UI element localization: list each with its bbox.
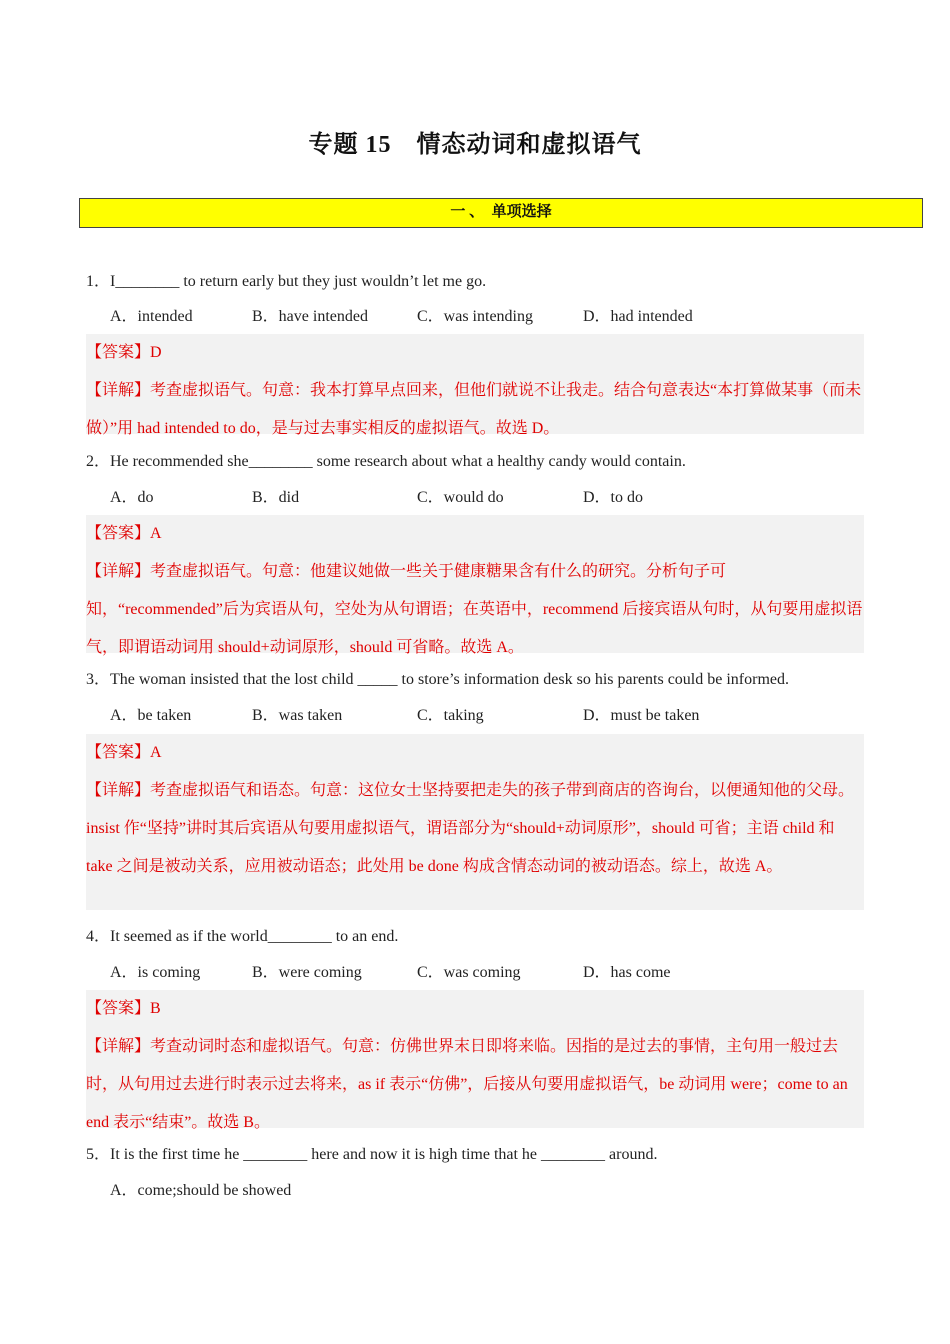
option-b: B．was taken	[252, 707, 343, 724]
option-c: C．would do	[417, 489, 504, 506]
answer-label: 【答案】A	[86, 525, 162, 542]
option-a: A．come;should be showed	[110, 1182, 292, 1199]
answer-box	[86, 515, 864, 656]
answer-box	[86, 334, 864, 437]
answer-label: 【答案】D	[86, 344, 162, 361]
question-options	[110, 484, 870, 508]
option-b: B．did	[252, 489, 300, 506]
option-c: C．was coming	[417, 964, 521, 981]
option-d: D．must be taken	[583, 707, 700, 724]
question-options	[110, 1177, 870, 1201]
option-c: C．taking	[417, 707, 484, 724]
question-options	[110, 303, 870, 327]
answer-detail: 【详解】考查动词时态和虚拟语气。句意：仿佛世界末日即将来临。因指的是过去的事情，主句用一般过去时，从句用过去进行时表示过去将来，as if 表示“仿佛”，后接从句要用虚拟语气，be 动词用 were；come to an end 表示“结束”。故选 B。	[86, 1038, 848, 1131]
question-stem: 4．It seemed as if the world________ to an end.	[86, 928, 399, 945]
question-stem: 1．I________ to return early but they just wouldn’t let me go.	[86, 273, 487, 290]
answer-detail: 【详解】考查虚拟语气和语态。句意：这位女士坚持要把走失的孩子带到商店的咨询台，以便通知他的父母。insist 作“坚持”讲时其后宾语从句要用虚拟语气，谓语部分为“should+动词原形”，should 可省；主语 child 和 take 之间是被动关系，应用被动语态；此处用 be done 构成含情态动词的被动语态。综上，故选 A。	[86, 782, 855, 875]
question-stem: 2．He recommended she________ some research about what a healthy candy would contain.	[86, 453, 686, 470]
page-title: 专题 15 情态动词和虚拟语气	[308, 132, 642, 158]
option-d: D．to do	[583, 489, 644, 506]
question-stem: 5．It is the first time he ________ here and now it is high time that he ________ around.	[86, 1146, 658, 1163]
option-c: C．was intending	[417, 308, 533, 325]
option-a: A．intended	[110, 308, 193, 325]
answer-label: 【答案】A	[86, 744, 162, 761]
answer-detail: 【详解】考查虚拟语气。句意：我本打算早点回来，但他们就说不让我走。结合句意表达“本打算做某事（而未做）”用 had intended to do，是与过去事实相反的虚拟语气。故选 D。	[86, 382, 862, 437]
question-options	[110, 702, 870, 726]
answer-detail: 【详解】考查虚拟语气。句意：他建议她做一些关于健康糖果含有什么的研究。分析句子可知，“recommended”后为宾语从句，空处为从句谓语；在英语中，recommend 后接宾语从句时，从句要用虚拟语气，即谓语动词用 should+动词原形，should 可省略。故选 A。	[86, 563, 863, 656]
question-options	[110, 959, 870, 983]
question-stem: 3．The woman insisted that the lost child _____ to store’s information desk so his parents could be informed.	[86, 671, 789, 688]
answer-box	[86, 990, 864, 1131]
option-d: D．had intended	[583, 308, 693, 325]
option-b: B．were coming	[252, 964, 362, 981]
option-a: A．is coming	[110, 964, 201, 981]
answer-label: 【答案】B	[86, 1000, 161, 1017]
option-b: B．have intended	[252, 308, 368, 325]
section-header: 一 、 单项选择	[79, 198, 923, 228]
answer-box	[86, 734, 864, 910]
option-a: A．be taken	[110, 707, 192, 724]
option-d: D．has come	[583, 964, 671, 981]
option-a: A．do	[110, 489, 154, 506]
